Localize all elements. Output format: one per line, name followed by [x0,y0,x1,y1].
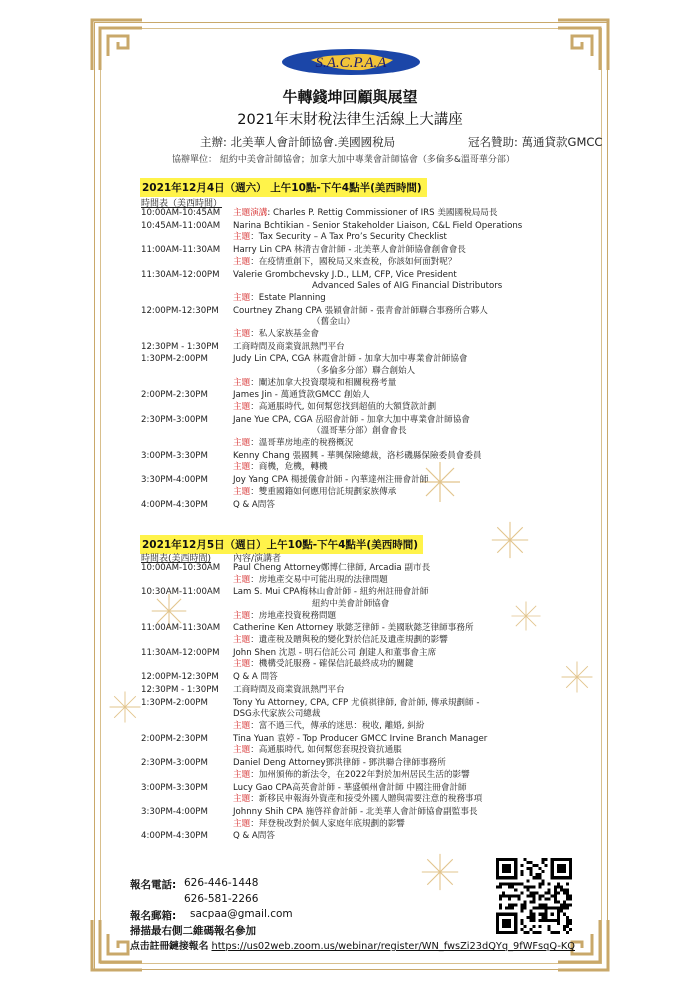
line-text: ：遺產稅及贈與稅的變化對於信託及遺產規劃的影響 [250,634,448,645]
session-time: 4:00PM-4:30PM [141,831,208,842]
session-topic [233,794,482,805]
line-text: （舊金山） [312,317,355,328]
line-text: ：闡述加拿大投資環境和相關稅務考量 [250,377,397,388]
session-time: 1:30PM-2:00PM [141,354,208,365]
line-text: Johnny Shih CPA 施啓祥會計師 - 北美華人會計師協會副監事長 [233,807,478,817]
session-topic [233,438,353,449]
email-link[interactable]: sacpaa@gmail.com [190,908,293,920]
topic-label: 主題 [233,769,251,780]
session-speaker [233,451,482,462]
topic-label: 主題 [233,401,251,412]
session-topic [233,293,326,304]
topic-label: 主題 [233,720,251,731]
phone-1: 626-446-1448 [184,877,259,889]
line-text: 工商時間及商業資訊熱門平台 [233,685,345,695]
session-topic [233,659,413,670]
line-text: Q & A問答 [233,831,275,842]
session-topic [233,487,396,498]
line-text: ：拜登稅改對於個人家庭年底規劃的影響 [250,818,405,829]
line-text: ：商機，危機，轉機 [250,462,328,473]
line-text: Catherine Ken Attorney 耿懿芝律師 - 美國耿懿芝律師事務所 [233,623,474,634]
session-speaker [233,672,278,683]
line-text: ：房地產交易中可能出現的法律問題 [250,574,388,585]
line-text: Tina Yuan 袁婷 - Top Producer GMCC Irvine Branch Manager [233,733,488,744]
line-text: ：新移民申報海外資產和接受外國人贈與需要注意的稅務事項 [250,794,483,805]
line-text: （多倫多分部）聯合創始人 [312,365,416,376]
session-speaker [233,221,522,232]
line-text: DSG永代家族公司總裁 [233,709,321,720]
session-speaker [233,623,474,634]
session-speaker [233,475,428,486]
session-speaker [233,245,466,256]
session-time: 10:30AM-11:00AM [141,587,221,598]
topic-label: 主題 [233,818,251,829]
session-time: 2:00PM-2:30PM [141,733,208,744]
line-text: John Shen 沈恩 - 明石信託公司 創建人和董事會主席 [233,647,437,658]
line-text: Tony Yu Attorney, CPA, CFP 尤偵祺律師, 會計師, 傳承規劃師 - [233,697,480,708]
line-text: ：高通脹時代, 如何幫您套現投資抗通脹 [250,745,402,756]
session-topic [233,575,388,586]
session-speaker [233,734,487,745]
organizer-text: 主辦: 北美華人會計師協會.美國國稅局 [200,135,396,149]
session-speaker [233,807,478,818]
sparkle-decoration [510,600,542,632]
day2-date-banner: 2021年12月5日（週日）上午10點-下午4點半(美西時間) [140,535,423,554]
session-topic [233,232,447,243]
register-link[interactable]: https://us02web.zoom.us/webinar/register/WN_fwsZi23dQYq_9fWFsqQ-KQ [211,941,575,952]
session-time: 3:00PM-3:30PM [141,782,208,793]
line-text: ：機構受託服務 - 確保信託最終成功的關鍵 [250,659,414,670]
line-text: ：溫哥華房地產的稅務概況 [250,437,354,448]
sparkle-decoration [490,520,530,560]
line-text: ：雙重國籍如何應用信託規劃家族傳承 [250,486,397,497]
session-time: 11:00AM-11:30AM [141,623,221,634]
line-text: ：在疫情重創下，國稅局又來查稅，你該如何面對呢？ [250,256,457,267]
session-time: 2:00PM-2:30PM [141,390,208,401]
line-text: Narina Bchtikian - Senior Stakeholder Liaison, C&L Field Operations [233,220,523,231]
session-topic [233,721,424,732]
topic-label: 主題 [233,437,251,448]
session-time: 10:00AM-10:30AM [141,563,221,573]
topic-label: 主題 [233,328,251,339]
session-speaker [233,783,467,794]
session-speaker [312,317,355,328]
session-speaker [233,500,275,511]
topic-label: 主題 [233,634,251,645]
line-text: （溫哥華分部）創會會長 [312,426,407,437]
day1-date-banner: 2021年12月4日（週六） 上午10點-下午4點半(美西時間) [140,178,427,197]
phone-2: 626-581-2266 [184,893,259,905]
day2-col-content-header: 內容/演講者 [233,554,282,564]
session-topic [233,635,448,646]
line-text: Valerie Grombchevsky J.D., LLM, CFP, Vice President [233,269,457,280]
session-topic [233,611,336,622]
session-speaker [312,281,502,292]
session-time: 12:30PM - 1:30PM [141,685,219,695]
session-time: 2:30PM-3:00PM [141,414,208,425]
session-time: 2:30PM-3:00PM [141,758,208,769]
topic-label: 主題 [233,292,251,303]
topic-label: 主題 [233,462,251,473]
session-speaker [233,415,470,426]
session-topic [233,329,319,340]
email-label: 報名郵箱: [130,910,177,922]
session-speaker [233,390,370,401]
line-text: 工商時間及商業資訊熱門平台 [233,341,345,352]
topic-label: 主題 [233,794,251,805]
title-sub: 2021年末財稅法律生活線上大講座 [237,112,463,128]
session-topic [233,462,328,473]
session-time: 3:00PM-3:30PM [141,450,208,461]
session-time: 12:00PM-12:30PM [141,672,219,683]
session-topic [233,745,402,756]
topic-label: 主題 [233,486,251,497]
session-speaker [233,685,345,696]
topic-label: 主題 [233,256,251,267]
line-text: : Charles P. Rettig Commissioner of IRS 美國國稅局局長 [267,208,498,218]
session-topic [233,819,405,830]
session-topic [233,208,498,219]
title-main: 牛轉錢坤回顧與展望 [282,88,418,106]
co-organizers-text: 協辦單位： 紐約中美會計師協會；加拿大加中專業會計師協會（多倫多&溫哥華分部） [172,155,515,165]
day1-col-time-header: 時間表（美西時間） [141,199,223,209]
session-time: 4:00PM-4:30PM [141,499,208,510]
co-sponsor-text: 冠名贊助: 萬通貸款GMCC [468,135,603,149]
session-topic [233,402,436,413]
line-text: ：高通脹時代, 如何幫您找到超值的大額貸款計劃 [250,401,437,412]
day2-col-time-header: 時間表(美西時間) [141,554,212,564]
qr-code[interactable] [496,858,572,934]
topic-label: 主題 [233,659,251,670]
line-text: Judy Lin CPA, CGA 林霞會計師 - 加拿大加中專業會計師協會 [233,354,468,365]
topic-label: 主題 [233,377,251,388]
session-speaker [233,698,479,709]
session-speaker [233,758,446,769]
line-text: Kenny Chang 張國興 - 華興保險總裁，洛杉磯縣保險委員會委員 [233,450,482,461]
topic-label: 主題 [233,745,251,756]
line-text: ：加州頒佈的新法令，在2022年對於加州居民生活的影響 [250,769,470,780]
session-time: 3:30PM-4:00PM [141,475,208,486]
line-text: Joy Yang CPA 楊援儀會計師 - 內華達州注冊會計師 [233,475,429,486]
sparkle-decoration [560,660,594,694]
session-time: 1:30PM-2:00PM [141,697,208,708]
topic-label: 主題 [233,610,251,621]
line-text: Q & A 問答 [233,672,278,683]
session-time: 11:00AM-11:30AM [141,245,221,256]
session-speaker [233,709,320,720]
session-time: 11:30AM-12:00PM [141,647,220,658]
phone-label: 報名電話: [130,879,177,891]
svg-text:S.A.C.P.A.A: S.A.C.P.A.A [315,55,387,71]
session-speaker [233,648,436,659]
sacpaa-logo [281,48,421,76]
session-speaker [233,587,428,598]
line-text: Paul Cheng Attorney鄭博仁律師, Arcadia 副市長 [233,563,431,573]
line-text: ：Estate Planning [250,292,326,303]
sparkle-decoration [420,852,460,892]
session-topic [233,378,396,389]
session-time: 12:30PM - 1:30PM [141,341,219,352]
session-speaker [312,426,407,437]
line-text: ：私人家族基金會 [250,328,319,339]
session-time: 12:00PM-12:30PM [141,305,219,316]
line-text: Advanced Sales of AIG Financial Distributors [312,281,503,292]
session-time: 11:30AM-12:00PM [141,269,220,280]
session-topic [233,770,470,781]
session-speaker [233,563,430,574]
session-speaker [233,354,468,365]
session-speaker [312,366,415,377]
session-speaker [233,306,488,317]
session-speaker [233,270,457,281]
scan-instruction: 掃描最右側二維碼報名參加 [130,925,256,937]
sparkle-decoration [108,690,142,724]
topic-label: 主題 [233,232,251,243]
line-text: Lam S. Mui CPA梅林山會計師 - 紐約州註冊會計師 [233,587,429,598]
line-text: Harry Lin CPA 林清吉會計師 - 北美華人會計師協會創會會長 [233,245,466,256]
line-text: ：房地產投資稅務問題 [250,610,337,621]
session-topic [233,257,456,268]
line-text: Lucy Gao CPA高英會計師 - 華盛頓州會計師 中國注冊會計師 [233,782,467,793]
line-text: ：富不過三代，傳承的迷思：稅收, 離婚, 糾紛 [250,720,425,731]
session-time: 3:30PM-4:00PM [141,807,208,817]
session-time: 10:00AM-10:45AM [141,208,221,218]
session-speaker [233,342,345,353]
line-text: 紐約中美會計師協會 [312,598,390,609]
corner-ornament-top-left [88,16,146,74]
line-text: ：Tax Security – A Tax Pro’s Security Checklist [250,232,447,243]
line-text: Q & A問答 [233,499,275,510]
line-text: Jane Yue CPA, CGA 岳昭會計師 - 加拿大加中專業會計師協會 [233,414,470,425]
line-text: Daniel Deng Attorney鄧洪律師 - 鄧洪聯合律師事務所 [233,758,446,769]
topic-label: 主題演講 [233,208,268,218]
corner-ornament-top-right [554,16,612,74]
line-text: James Jin - 萬通貸款GMCC 創始人 [233,390,370,401]
topic-label: 主題 [233,574,251,585]
register-line: 点击註冊鏈接報名 https://us02web.zoom.us/webinar/register/WN_fwsZi23dQYq_9fWFsqQ-KQ [130,941,575,952]
session-speaker [233,831,275,842]
line-text: Courtney Zhang CPA 張穎會計師 - 張青會計師聯合事務所合夥人 [233,305,488,316]
session-time: 10:45AM-11:00AM [141,220,221,231]
session-speaker [312,599,389,610]
